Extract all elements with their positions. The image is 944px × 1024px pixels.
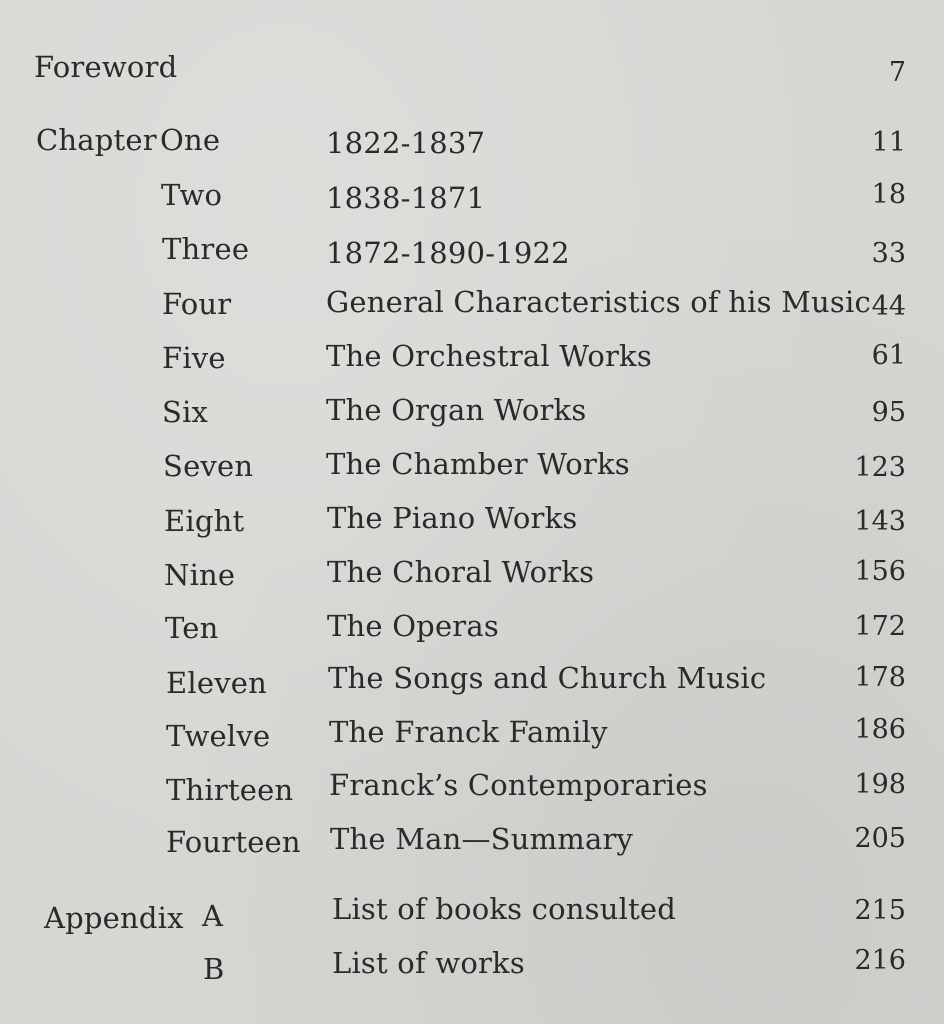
chapter-number: Three [162,232,250,266]
chapter-title: 1838-1871 [326,181,486,215]
chapter-title: 1822-1837 [326,126,486,160]
appendix-letter: A [202,899,224,933]
chapter-number: Four [162,287,232,321]
chapter-page: 18 [871,179,906,210]
chapter-page: 11 [871,127,906,158]
chapter-page: 172 [854,611,906,642]
foreword-label: Foreword [34,50,178,84]
chapter-page: 95 [871,397,906,428]
foreword-page: 7 [888,57,906,88]
chapter-page: 205 [854,823,906,854]
chapter-title: The Man—Summary [330,822,634,856]
chapter-number: Ten [165,611,219,645]
chapter-number: Nine [164,558,236,592]
chapter-page: 186 [854,714,906,745]
chapter-title: General Characteristics of his Music [326,285,871,319]
appendix-page: 215 [854,895,906,926]
chapter-number: Eight [164,504,245,538]
chapter-title: The Operas [327,609,499,643]
chapter-title: The Piano Works [327,501,578,535]
chapter-prefix: Chapter [36,123,157,157]
chapter-title: The Choral Works [327,555,595,589]
chapter-title: Franck’s Contemporaries [329,768,708,802]
appendix-letter: B [203,952,225,986]
chapter-page: 123 [854,452,906,483]
chapter-number: Eleven [166,666,268,700]
chapter-page: 156 [854,556,906,587]
chapter-number: Two [161,178,223,212]
chapter-page: 33 [871,238,906,269]
chapter-title: The Franck Family [329,715,608,749]
chapter-number: Fourteen [166,825,301,859]
chapter-number: Five [162,341,226,375]
chapter-page: 178 [854,662,906,693]
chapter-title: The Orchestral Works [326,339,652,373]
chapter-number: One [160,123,221,157]
chapter-number: Seven [163,449,254,483]
chapter-number: Thirteen [166,773,294,807]
appendix-title: List of books consulted [332,892,677,926]
chapter-title: The Songs and Church Music [328,661,767,695]
chapter-title: The Organ Works [326,393,587,427]
appendix-page: 216 [854,945,906,976]
appendix-title: List of works [332,946,525,980]
chapter-page: 61 [871,340,906,371]
chapter-title: The Chamber Works [326,447,630,481]
appendix-prefix: Appendix [44,901,184,935]
chapter-page: 198 [854,769,906,800]
chapter-page: 143 [854,506,906,537]
chapter-number: Six [162,395,209,429]
chapter-title: 1872-1890-1922 [326,236,570,270]
chapter-number: Twelve [166,719,271,753]
chapter-page: 44 [871,291,906,322]
